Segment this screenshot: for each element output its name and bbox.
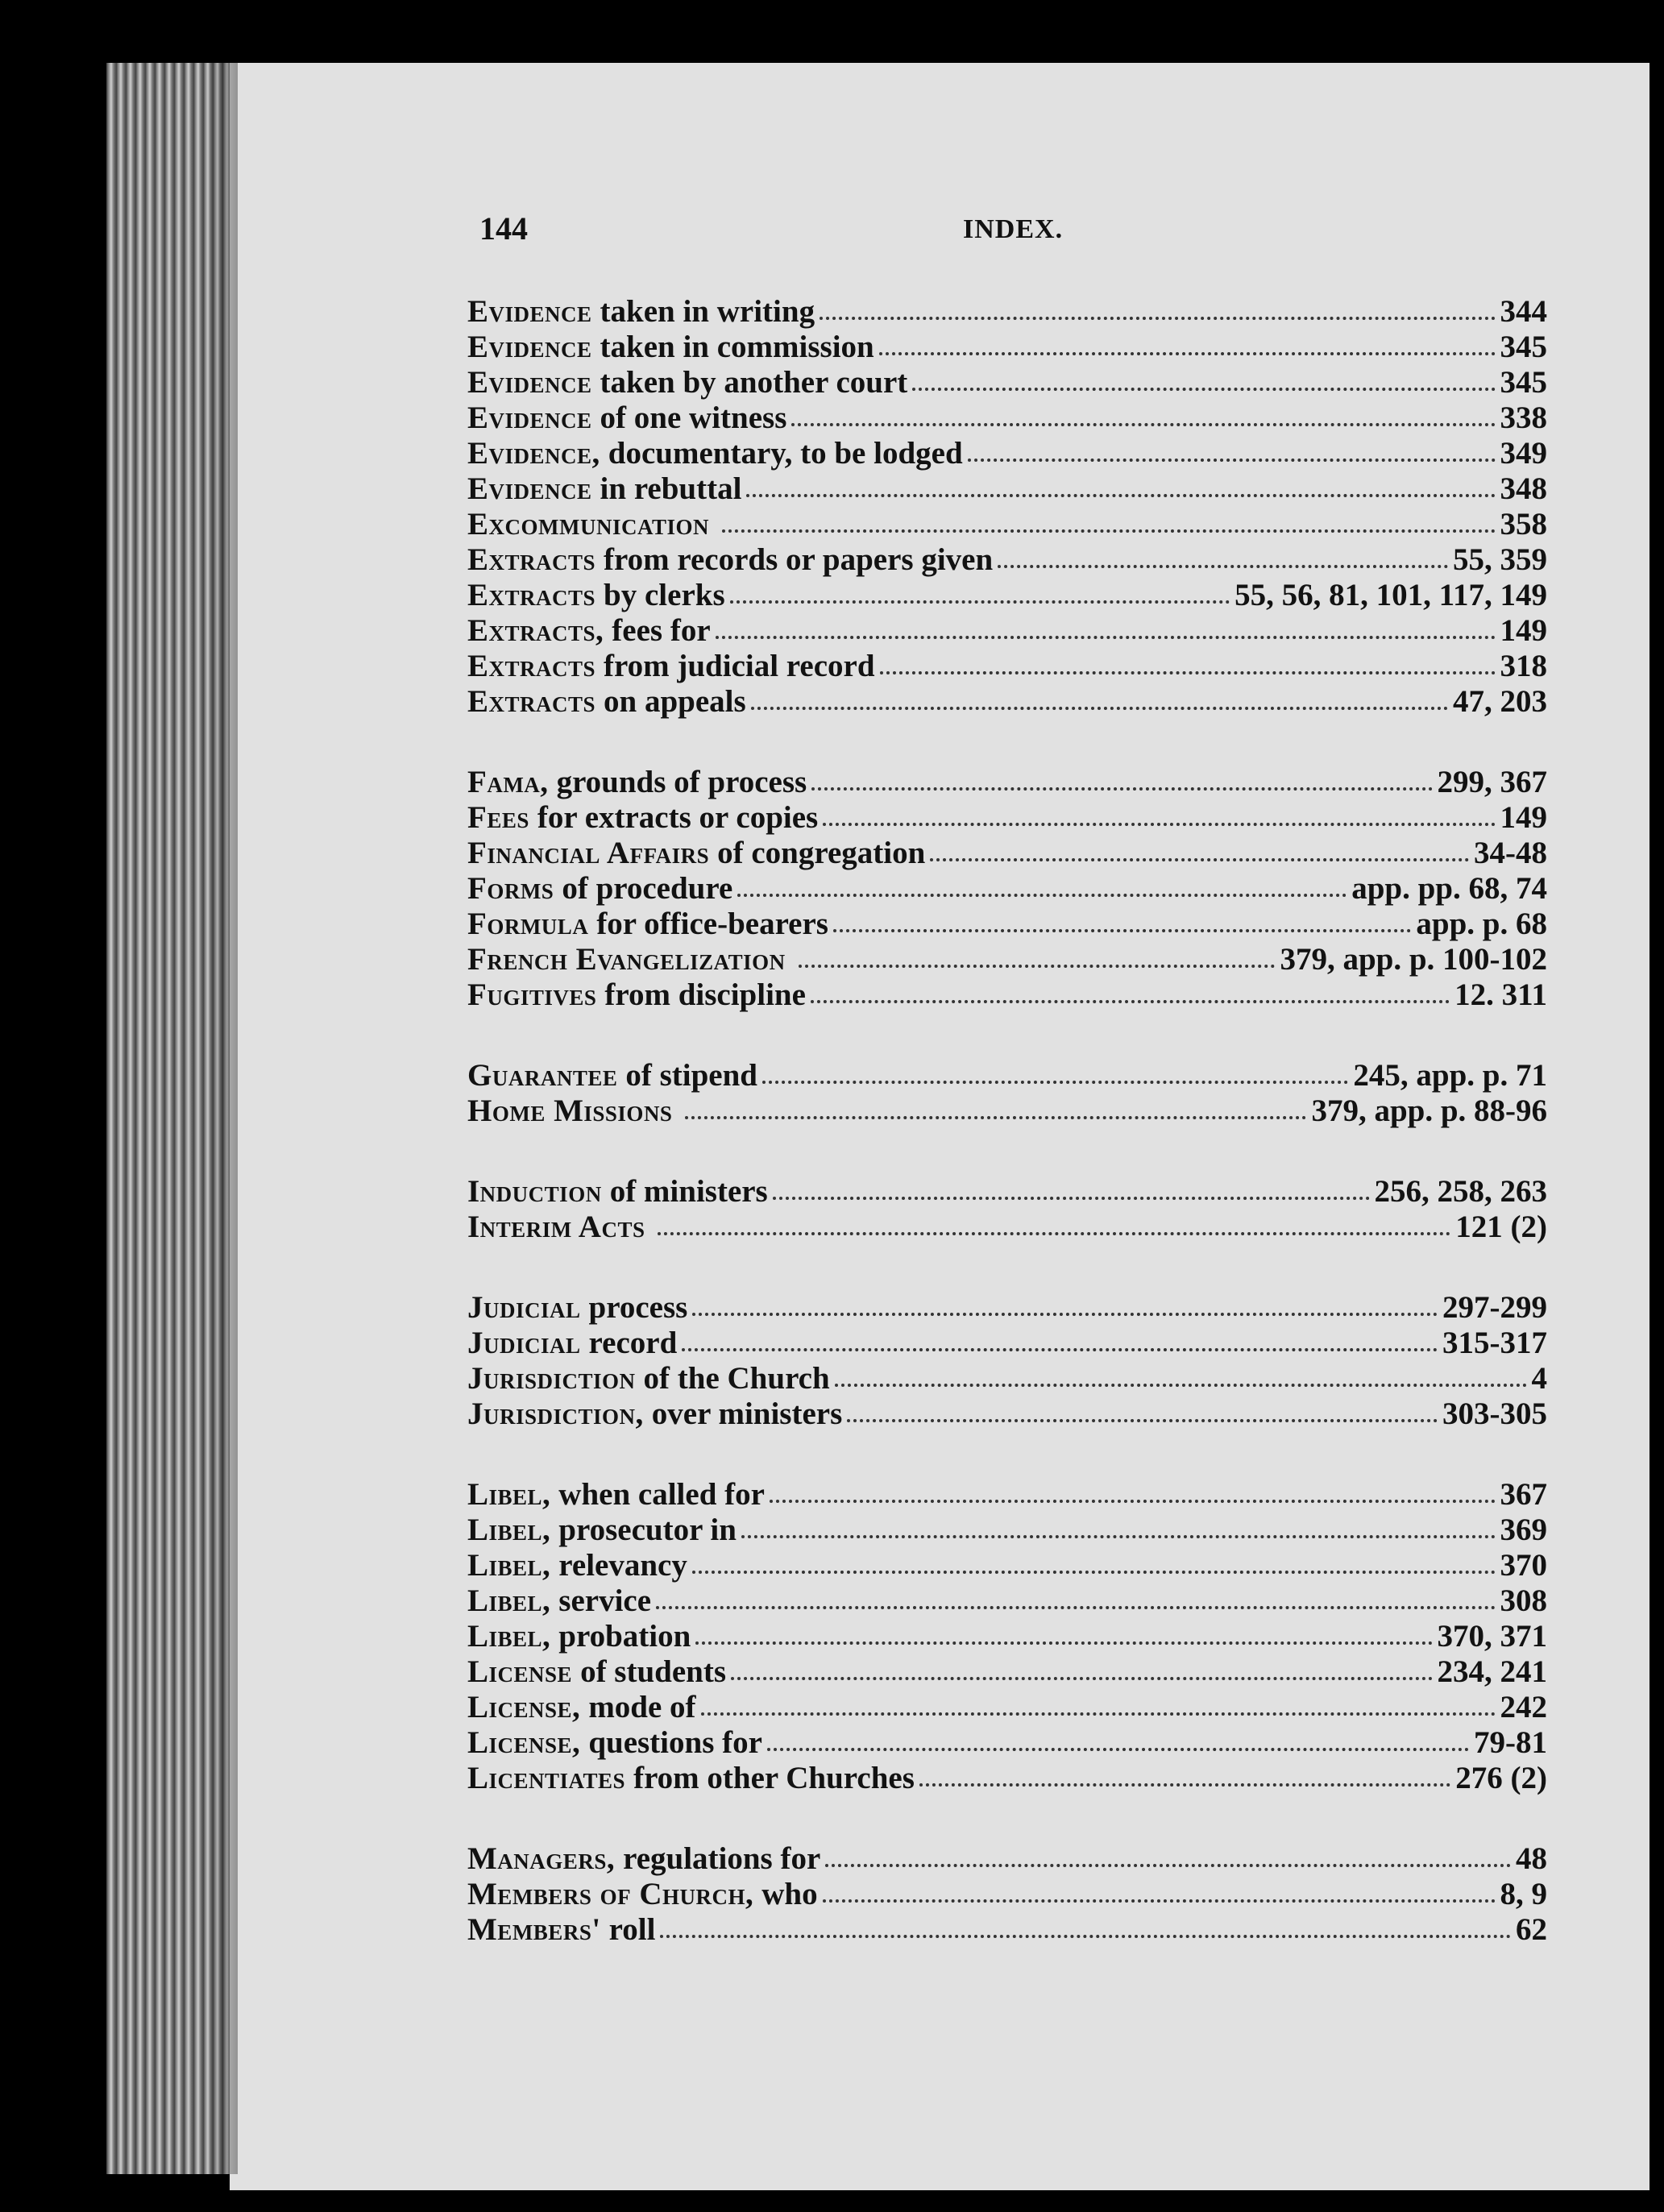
- index-entry: [467, 1912, 1547, 1948]
- index-headword: Evidence: [467, 330, 592, 364]
- dot-leader: [656, 1600, 1495, 1609]
- index-page-refs: 303-305: [1442, 1397, 1547, 1431]
- dot-leader: [746, 488, 1495, 497]
- index-page-refs: 367: [1500, 1477, 1547, 1512]
- index-page-refs: 48: [1516, 1841, 1547, 1876]
- index-entry: [467, 684, 1547, 720]
- index-subentry: mode of: [588, 1690, 696, 1724]
- index-headword: French Evangelization: [467, 942, 786, 977]
- index-entry: [467, 1290, 1547, 1326]
- index-headword: Evidence: [467, 400, 592, 435]
- index-subentry: regulations for: [623, 1841, 821, 1876]
- index-headword: Financial Affairs: [467, 836, 710, 870]
- index-headword: Formula: [467, 907, 589, 941]
- index-subentry: in rebuttal: [600, 471, 742, 506]
- index-subentry: who: [761, 1877, 818, 1911]
- dot-leader: [823, 816, 1495, 826]
- index-headword: Libel,: [467, 1619, 551, 1654]
- index-headword: Extracts: [467, 542, 596, 577]
- index-entry: [467, 1361, 1547, 1397]
- index-headword: Managers,: [467, 1841, 616, 1876]
- index-page-refs: 276 (2): [1455, 1761, 1547, 1795]
- index-entry: [467, 294, 1547, 330]
- index-subentry: fees for: [612, 613, 711, 648]
- dot-leader: [820, 310, 1495, 320]
- index-entry: [467, 1548, 1547, 1583]
- dot-leader: [919, 1777, 1450, 1787]
- dot-leader: [799, 958, 1276, 968]
- index-page-refs: 370: [1500, 1548, 1547, 1583]
- index-subentry: from other Churches: [633, 1761, 915, 1795]
- index-letter-group: [467, 1174, 1547, 1245]
- index-page-refs: 345: [1500, 365, 1547, 400]
- index-entry: [467, 977, 1547, 1013]
- index-entry: [467, 765, 1547, 800]
- index-subentry: of congregation: [717, 836, 926, 870]
- index-page-refs: 62: [1516, 1912, 1547, 1947]
- index-headword: Members': [467, 1912, 601, 1947]
- index-entry: [467, 1094, 1547, 1129]
- index-subentry: from records or papers given: [604, 542, 994, 577]
- index-page-refs: 344: [1500, 294, 1547, 329]
- index-subentry: when called for: [558, 1477, 765, 1512]
- index-page-refs: 8, 9: [1500, 1877, 1547, 1911]
- dot-leader: [731, 1670, 1432, 1680]
- index-headword: Induction: [467, 1174, 602, 1209]
- index-headword: Excommunication: [467, 507, 709, 542]
- dot-leader: [695, 1635, 1432, 1645]
- index-subentry: over ministers: [651, 1397, 843, 1431]
- index-subentry: of the Church: [643, 1361, 830, 1396]
- index-subentry: process: [588, 1290, 688, 1325]
- dot-leader: [730, 594, 1230, 604]
- index-headword: Jurisdiction: [467, 1361, 636, 1396]
- dot-leader: [912, 381, 1495, 391]
- dot-leader: [660, 1928, 1511, 1938]
- page-header: [479, 210, 1527, 258]
- index-page-refs: 149: [1500, 800, 1547, 835]
- dot-leader: [791, 417, 1495, 426]
- index-subentry: probation: [558, 1619, 691, 1654]
- dot-leader: [930, 852, 1469, 861]
- index-subentry: of stipend: [625, 1058, 757, 1093]
- index-entry: [467, 1877, 1547, 1912]
- dot-leader: [762, 1074, 1348, 1084]
- index-entry: [467, 507, 1547, 542]
- dot-leader: [823, 1893, 1496, 1903]
- index-headword: License,: [467, 1690, 581, 1724]
- index-page-refs: 256, 258, 263: [1374, 1174, 1547, 1209]
- dot-leader: [767, 1741, 1469, 1751]
- dot-leader: [833, 923, 1411, 932]
- index-headword: Licentiates: [467, 1761, 626, 1795]
- dot-leader: [770, 1493, 1496, 1503]
- index-headword: Evidence: [467, 294, 592, 329]
- index-entry: [467, 1725, 1547, 1761]
- index-page-refs: 47, 203: [1453, 684, 1547, 719]
- index-headword: Members of Church,: [467, 1877, 754, 1911]
- index-entry: [467, 578, 1547, 613]
- index-page-refs: 297-299: [1442, 1290, 1547, 1325]
- index-headword: Evidence: [467, 471, 592, 506]
- index-list: [467, 294, 1547, 1993]
- index-page-refs: 299, 367: [1437, 765, 1547, 799]
- index-entry: [467, 1397, 1547, 1432]
- index-subentry: prosecutor in: [558, 1513, 737, 1547]
- running-head: INDEX.: [963, 214, 1064, 244]
- index-entry: [467, 1761, 1547, 1796]
- index-headword: Evidence: [467, 365, 592, 400]
- index-entry: [467, 907, 1547, 942]
- index-page-refs: 149: [1500, 613, 1547, 648]
- index-entry: [467, 1326, 1547, 1361]
- index-entry: [467, 613, 1547, 649]
- index-subentry: roll: [608, 1912, 656, 1947]
- index-page-refs: app. p. 68: [1416, 907, 1547, 941]
- index-headword: Fama,: [467, 765, 549, 799]
- index-entry: [467, 1654, 1547, 1690]
- index-subentry: taken by another court: [600, 365, 908, 400]
- index-page-refs: 242: [1500, 1690, 1547, 1724]
- index-entry: [467, 1513, 1547, 1548]
- index-entry: [467, 649, 1547, 684]
- index-page-refs: 315-317: [1442, 1326, 1547, 1360]
- index-entry: [467, 471, 1547, 507]
- index-subentry: relevancy: [558, 1548, 687, 1583]
- dot-leader: [811, 781, 1432, 791]
- index-subentry: of procedure: [562, 871, 733, 906]
- dot-leader: [741, 1529, 1496, 1538]
- index-entry: [467, 1841, 1547, 1877]
- index-page-refs: 379, app. p. 100-102: [1280, 942, 1547, 977]
- dot-leader: [773, 1190, 1370, 1200]
- index-page-refs: 12. 311: [1454, 977, 1547, 1012]
- index-entry: [467, 1619, 1547, 1654]
- index-page-refs: 358: [1500, 507, 1547, 542]
- index-headword: Guarantee: [467, 1058, 618, 1093]
- index-subentry: service: [558, 1583, 652, 1618]
- index-page-refs: 379, app. p. 88-96: [1311, 1094, 1547, 1128]
- dot-leader: [682, 1342, 1438, 1351]
- dot-leader: [835, 1377, 1527, 1387]
- index-headword: Fees: [467, 800, 529, 835]
- index-letter-group: [467, 1841, 1547, 1948]
- index-subentry: from discipline: [604, 977, 806, 1012]
- index-entry: [467, 1174, 1547, 1210]
- index-entry: [467, 400, 1547, 436]
- dot-leader: [998, 558, 1448, 568]
- index-subentry: taken in commission: [600, 330, 874, 364]
- index-headword: Libel,: [467, 1548, 551, 1583]
- index-subentry: of one witness: [600, 400, 787, 435]
- index-entry: [467, 330, 1547, 365]
- index-entry: [467, 1058, 1547, 1094]
- index-headword: Judicial: [467, 1326, 581, 1360]
- index-page-refs: 79-81: [1474, 1725, 1547, 1760]
- index-page-refs: 34-48: [1474, 836, 1547, 870]
- index-page-refs: 234, 241: [1437, 1654, 1547, 1689]
- dot-leader: [968, 452, 1496, 462]
- dot-leader: [658, 1226, 1450, 1235]
- index-page-refs: 348: [1500, 471, 1547, 506]
- dot-leader: [692, 1564, 1496, 1574]
- index-headword: Libel,: [467, 1477, 551, 1512]
- index-page-refs: 55, 56, 81, 101, 117, 149: [1235, 578, 1547, 612]
- index-subentry: from judicial record: [604, 649, 875, 683]
- index-headword: Interim Acts: [467, 1210, 645, 1244]
- index-headword: License: [467, 1654, 573, 1689]
- index-headword: Extracts: [467, 684, 596, 719]
- dot-leader: [880, 665, 1496, 674]
- index-entry: [467, 1583, 1547, 1619]
- index-entry: [467, 1690, 1547, 1725]
- index-headword: License,: [467, 1725, 581, 1760]
- dot-leader: [685, 1110, 1306, 1119]
- index-subentry: taken in writing: [600, 294, 815, 329]
- index-headword: Extracts,: [467, 613, 604, 648]
- dot-leader: [692, 1306, 1438, 1316]
- index-page-refs: app. pp. 68, 74: [1351, 871, 1547, 906]
- index-headword: Libel,: [467, 1513, 551, 1547]
- index-headword: Home Missions: [467, 1094, 673, 1128]
- index-entry: [467, 871, 1547, 907]
- index-page-refs: 4: [1531, 1361, 1547, 1396]
- index-entry: [467, 365, 1547, 400]
- index-subentry: of students: [580, 1654, 727, 1689]
- index-entry: [467, 1210, 1547, 1245]
- index-letter-group: [467, 1477, 1547, 1796]
- index-subentry: for extracts or copies: [537, 800, 819, 835]
- dot-leader: [722, 523, 1496, 533]
- index-letter-group: [467, 1058, 1547, 1129]
- gutter-shadow: [205, 63, 238, 2174]
- dot-leader: [879, 346, 1496, 355]
- dot-leader: [847, 1413, 1438, 1422]
- index-subentry: by clerks: [604, 578, 725, 612]
- index-subentry: record: [588, 1326, 678, 1360]
- dot-leader: [825, 1857, 1511, 1867]
- index-subentry: questions for: [588, 1725, 762, 1760]
- index-headword: Extracts: [467, 649, 596, 683]
- index-page-refs: 345: [1500, 330, 1547, 364]
- index-page-refs: 121 (2): [1455, 1210, 1547, 1244]
- dot-leader: [811, 994, 1450, 1003]
- index-page-refs: 338: [1500, 400, 1547, 435]
- dot-leader: [751, 700, 1448, 710]
- index-subentry: for office-bearers: [596, 907, 828, 941]
- dot-leader: [716, 629, 1496, 639]
- index-page-refs: 245, app. p. 71: [1353, 1058, 1547, 1093]
- index-subentry: on appeals: [604, 684, 746, 719]
- index-subentry: of ministers: [609, 1174, 768, 1209]
- index-entry: [467, 836, 1547, 871]
- index-headword: Judicial: [467, 1290, 581, 1325]
- index-page-refs: 370, 371: [1437, 1619, 1547, 1654]
- index-page-refs: 55, 359: [1453, 542, 1547, 577]
- index-headword: Libel,: [467, 1583, 551, 1618]
- index-headword: Extracts: [467, 578, 596, 612]
- index-headword: Evidence,: [467, 436, 600, 471]
- index-entry: [467, 800, 1547, 836]
- index-headword: Jurisdiction,: [467, 1397, 644, 1431]
- index-letter-group: [467, 294, 1547, 720]
- dot-leader: [737, 887, 1347, 897]
- index-page-refs: 369: [1500, 1513, 1547, 1547]
- dot-leader: [701, 1706, 1496, 1716]
- index-letter-group: [467, 1290, 1547, 1432]
- index-entry: [467, 1477, 1547, 1513]
- index-page-refs: 349: [1500, 436, 1547, 471]
- index-entry: [467, 436, 1547, 471]
- index-letter-group: [467, 765, 1547, 1013]
- index-entry: [467, 542, 1547, 578]
- index-entry: [467, 942, 1547, 977]
- index-subentry: grounds of process: [556, 765, 807, 799]
- index-page-refs: 318: [1500, 649, 1547, 683]
- index-subentry: documentary, to be lodged: [608, 436, 963, 471]
- index-headword: Fugitives: [467, 977, 597, 1012]
- index-headword: Forms: [467, 871, 554, 906]
- index-page-refs: 308: [1500, 1583, 1547, 1618]
- page-number: 144: [479, 210, 528, 247]
